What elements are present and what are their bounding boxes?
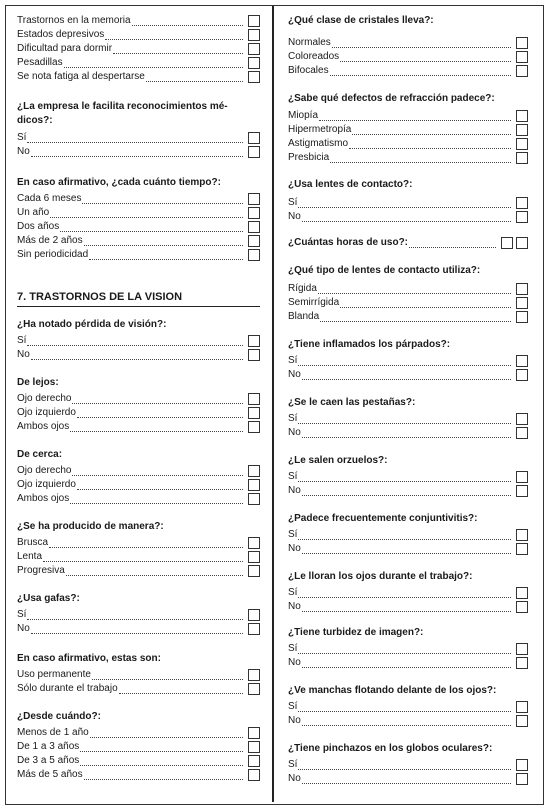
dotted-leader [49, 547, 243, 548]
option-label: De 3 a 5 años [17, 755, 80, 766]
option-label: Sí [288, 529, 298, 540]
option-label: Sin periodicidad [17, 249, 89, 260]
dotted-leader [70, 503, 243, 504]
option-label: Sí [288, 643, 298, 654]
question-heading: ¿Tiene turbidez de imagen?: [288, 627, 424, 638]
option-row-si[interactable] [288, 470, 528, 484]
question-heading: ¿Sabe qué defectos de refracción padece?: [288, 93, 495, 104]
dotted-leader [330, 75, 511, 76]
hours-of-use-row[interactable] [288, 236, 528, 250]
dotted-leader [302, 783, 511, 784]
dotted-leader [64, 67, 243, 68]
dotted-leader [31, 633, 243, 634]
option-label: Sí [288, 587, 298, 598]
option-row-bifocales[interactable] [288, 64, 528, 78]
option-row-dos-anos[interactable] [17, 220, 260, 234]
dotted-leader [77, 417, 243, 418]
option-row-ojo-derecho[interactable] [17, 392, 260, 406]
dotted-leader [340, 307, 511, 308]
option-row-coloreados[interactable] [288, 50, 528, 64]
dotted-leader [302, 379, 511, 380]
hours-digit-box[interactable] [516, 237, 528, 249]
checkbox[interactable] [248, 551, 260, 563]
option-row-no[interactable] [288, 426, 528, 440]
option-row-si[interactable] [288, 642, 528, 656]
option-label: Hipermetropía [288, 124, 352, 135]
question-heading: De cerca: [17, 449, 63, 460]
option-label: Sí [288, 355, 298, 366]
dotted-leader [409, 247, 496, 248]
option-label: Rígida [288, 283, 317, 294]
dotted-leader [89, 259, 243, 260]
option-row-si[interactable] [288, 412, 528, 426]
dotted-leader [119, 693, 243, 694]
question-heading: ¿Qué clase de cristales lleva?: [288, 15, 434, 26]
question-heading: ¿La empresa le facilita reconocimientos mé-dicos?: [17, 101, 228, 126]
option-label: Sí [288, 413, 298, 424]
checkbox[interactable] [248, 43, 260, 55]
checkbox[interactable] [248, 249, 260, 261]
option-row-no[interactable] [17, 348, 260, 362]
dotted-leader [298, 769, 511, 770]
dotted-leader [60, 231, 243, 232]
question-heading: De lejos: [17, 377, 59, 388]
option-row-trastornos-en-la-memoria[interactable] [17, 14, 260, 28]
option-row-ambos-ojos[interactable] [17, 492, 260, 506]
dotted-leader [72, 475, 243, 476]
option-row-si[interactable] [17, 131, 260, 145]
checkbox[interactable] [248, 565, 260, 577]
option-label: Normales [288, 37, 331, 48]
option-label: Sí [17, 132, 27, 143]
option-label: Presbicia [288, 152, 330, 163]
question-label: ¿Cuántas horas de uso?: [288, 237, 409, 248]
option-row-si[interactable] [288, 586, 528, 600]
option-row-menos-de-1-ano[interactable] [17, 726, 260, 740]
dotted-leader [352, 134, 511, 135]
question-heading: ¿Usa lentes de contacto?: [288, 179, 413, 190]
checkbox[interactable] [516, 427, 528, 439]
dotted-leader [298, 653, 511, 654]
checkbox[interactable] [248, 769, 260, 781]
checkbox[interactable] [516, 485, 528, 497]
dotted-leader [320, 321, 511, 322]
checkbox[interactable] [516, 311, 528, 323]
option-label: Dos años [17, 221, 60, 232]
option-row-no[interactable] [288, 772, 528, 786]
dotted-leader [298, 207, 511, 208]
dotted-leader [302, 611, 511, 612]
option-label: No [288, 773, 301, 784]
option-row-sin-periodicidad[interactable] [17, 248, 260, 262]
option-label: Blanda [288, 311, 320, 322]
checkbox[interactable] [248, 335, 260, 347]
dotted-leader [66, 575, 243, 576]
option-row-no[interactable] [17, 145, 260, 159]
section-heading: 7. TRASTORNOS DE LA VISION [17, 290, 260, 307]
dotted-leader [80, 765, 243, 766]
option-label: Cada 6 meses [17, 193, 82, 204]
dotted-leader [27, 619, 243, 620]
option-row-solo-durante-el-trabajo[interactable] [17, 682, 260, 696]
option-row-no[interactable] [288, 600, 528, 614]
checkbox[interactable] [248, 393, 260, 405]
option-row-blanda[interactable] [288, 310, 528, 324]
dotted-leader [298, 481, 511, 482]
checkbox[interactable] [248, 349, 260, 361]
checkbox[interactable] [516, 701, 528, 713]
option-label: Dificultad para dormir [17, 43, 113, 54]
hours-digit-box[interactable] [501, 237, 513, 249]
option-label: Sí [288, 471, 298, 482]
option-row-ambos-ojos[interactable] [17, 420, 260, 434]
checkbox[interactable] [248, 193, 260, 205]
dotted-leader [302, 553, 511, 554]
checkbox[interactable] [516, 529, 528, 541]
option-label: No [17, 349, 30, 360]
question-heading: ¿Desde cuándo?: [17, 711, 101, 722]
option-row-si[interactable] [288, 700, 528, 714]
option-label: No [17, 146, 30, 157]
option-row-cada-6-meses[interactable] [17, 192, 260, 206]
checkbox[interactable] [516, 124, 528, 136]
option-row-de-1-a-3-anos[interactable] [17, 740, 260, 754]
option-row-no[interactable] [288, 368, 528, 382]
checkbox[interactable] [248, 15, 260, 27]
option-label: Uso permanente [17, 669, 91, 680]
option-label: No [288, 601, 301, 612]
option-row-no[interactable] [288, 210, 528, 224]
option-label: Brusca [17, 537, 49, 548]
dotted-leader [132, 25, 243, 26]
checkbox[interactable] [248, 493, 260, 505]
checkbox[interactable] [248, 132, 260, 144]
option-label: Se nota fatiga al despertarse [17, 71, 145, 82]
option-label: De 1 a 3 años [17, 741, 80, 752]
column-divider [272, 6, 274, 802]
dotted-leader [298, 423, 511, 424]
option-label: Ojo derecho [17, 465, 72, 476]
dotted-leader [302, 725, 511, 726]
checkbox[interactable] [248, 207, 260, 219]
option-label: No [288, 657, 301, 668]
checkbox[interactable] [248, 479, 260, 491]
option-label: Ambos ojos [17, 493, 70, 504]
question-heading: ¿Ve manchas flotando delante de los ojos?: [288, 685, 497, 696]
option-label: No [17, 623, 30, 634]
dotted-leader [82, 203, 243, 204]
option-row-si[interactable] [17, 608, 260, 622]
checkbox[interactable] [516, 715, 528, 727]
checkbox[interactable] [248, 421, 260, 433]
dotted-leader [84, 245, 243, 246]
dotted-leader [80, 751, 243, 752]
checkbox[interactable] [516, 413, 528, 425]
dotted-leader [340, 61, 511, 62]
dotted-leader [332, 47, 511, 48]
dotted-leader [298, 539, 511, 540]
option-label: No [288, 715, 301, 726]
question-heading: ¿Se le caen las pestañas?: [288, 397, 416, 408]
option-label: Ojo derecho [17, 393, 72, 404]
option-label: No [288, 211, 301, 222]
checkbox[interactable] [248, 29, 260, 41]
option-row-si[interactable] [288, 354, 528, 368]
dotted-leader [146, 81, 243, 82]
dotted-leader [319, 120, 511, 121]
checkbox[interactable] [248, 609, 260, 621]
option-row-no[interactable] [288, 714, 528, 728]
option-row-si[interactable] [288, 528, 528, 542]
option-label: Progresiva [17, 565, 65, 576]
option-label: No [288, 427, 301, 438]
dotted-leader [302, 221, 511, 222]
question-heading: En caso afirmativo, estas son: [17, 653, 161, 664]
option-label: No [288, 369, 301, 380]
option-label: Un año [17, 207, 50, 218]
option-label: Coloreados [288, 51, 340, 62]
option-label: Bifocales [288, 65, 329, 76]
checkbox[interactable] [248, 146, 260, 158]
checkbox[interactable] [248, 221, 260, 233]
option-row-si[interactable] [288, 196, 528, 210]
dotted-leader [72, 403, 243, 404]
checkbox[interactable] [248, 57, 260, 69]
option-label: Menos de 1 año [17, 727, 89, 738]
checkbox[interactable] [248, 623, 260, 635]
option-row-no[interactable] [288, 656, 528, 670]
dotted-leader [90, 737, 243, 738]
option-label: Sí [288, 197, 298, 208]
checkbox[interactable] [516, 369, 528, 381]
option-row-ojo-izquierdo[interactable] [17, 478, 260, 492]
dotted-leader [349, 148, 511, 149]
dotted-leader [27, 142, 243, 143]
checkbox[interactable] [516, 643, 528, 655]
option-label: Astigmatismo [288, 138, 349, 149]
option-label: Más de 2 años [17, 235, 83, 246]
dotted-leader [318, 293, 511, 294]
option-row-no[interactable] [288, 484, 528, 498]
dotted-leader [330, 162, 511, 163]
option-row-lenta[interactable] [17, 550, 260, 564]
option-row-pesadillas[interactable] [17, 56, 260, 70]
checkbox[interactable] [516, 773, 528, 785]
checkbox[interactable] [516, 297, 528, 309]
option-row-presbicia[interactable] [288, 151, 528, 165]
option-row-mas-de-2-anos[interactable] [17, 234, 260, 248]
option-label: Ojo izquierdo [17, 407, 76, 418]
checkbox[interactable] [248, 71, 260, 83]
checkbox[interactable] [516, 65, 528, 77]
option-row-si[interactable] [17, 334, 260, 348]
question-heading: ¿Tiene pinchazos en los globos oculares?: [288, 743, 493, 754]
option-row-brusca[interactable] [17, 536, 260, 550]
option-row-estados-depresivos[interactable] [17, 28, 260, 42]
option-row-si[interactable] [288, 758, 528, 772]
option-row-semirrigida[interactable] [288, 296, 528, 310]
question-heading: ¿Tiene inflamados los párpados?: [288, 339, 451, 350]
checkbox[interactable] [516, 587, 528, 599]
checkbox[interactable] [248, 669, 260, 681]
dotted-leader [84, 779, 243, 780]
checkbox[interactable] [516, 283, 528, 295]
option-label: Sí [17, 609, 27, 620]
dotted-leader [43, 561, 243, 562]
question-heading: ¿Usa gafas?: [17, 593, 80, 604]
option-row-se-nota-fatiga-al-despertarse[interactable] [17, 70, 260, 84]
dotted-leader [27, 345, 243, 346]
checkbox[interactable] [516, 51, 528, 63]
option-row-rigida[interactable] [288, 282, 528, 296]
checkbox[interactable] [516, 657, 528, 669]
checkbox[interactable] [516, 471, 528, 483]
option-row-no[interactable] [288, 542, 528, 556]
checkbox[interactable] [516, 211, 528, 223]
option-label: Ambos ojos [17, 421, 70, 432]
option-label: Sí [288, 759, 298, 770]
option-row-ojo-derecho[interactable] [17, 464, 260, 478]
dotted-leader [77, 489, 243, 490]
question-heading: ¿Se ha producido de manera?: [17, 521, 164, 532]
option-label: Sólo durante el trabajo [17, 683, 118, 694]
option-row-mas-de-5-anos[interactable] [17, 768, 260, 782]
checkbox[interactable] [248, 683, 260, 695]
option-label: No [288, 543, 301, 554]
checkbox[interactable] [248, 755, 260, 767]
checkbox[interactable] [516, 138, 528, 150]
checkbox[interactable] [248, 741, 260, 753]
option-row-astigmatismo[interactable] [288, 137, 528, 151]
question-heading: ¿Padece frecuentemente conjuntivitis?: [288, 513, 478, 524]
checkbox[interactable] [248, 537, 260, 549]
option-row-no[interactable] [17, 622, 260, 636]
checkbox[interactable] [516, 355, 528, 367]
checkbox[interactable] [516, 110, 528, 122]
option-label: Estados depresivos [17, 29, 105, 40]
option-row-uso-permanente[interactable] [17, 668, 260, 682]
checkbox[interactable] [248, 235, 260, 247]
option-label: Miopía [288, 110, 319, 121]
option-row-ojo-izquierdo[interactable] [17, 406, 260, 420]
checkbox[interactable] [516, 543, 528, 555]
question-heading: ¿Le salen orzuelos?: [288, 455, 388, 466]
question-heading: ¿Ha notado pérdida de visión?: [17, 319, 167, 330]
dotted-leader [298, 711, 511, 712]
option-label: Pesadillas [17, 57, 63, 68]
option-row-progresiva[interactable] [17, 564, 260, 578]
dotted-leader [31, 156, 243, 157]
option-row-normales[interactable] [288, 36, 528, 50]
option-row-dificultad-para-dormir[interactable] [17, 42, 260, 56]
question-heading: En caso afirmativo, ¿cada cuánto tiempo?: [17, 177, 221, 188]
option-row-miopia[interactable] [288, 109, 528, 123]
dotted-leader [105, 39, 243, 40]
question-heading: ¿Qué tipo de lentes de contacto utiliza?: [288, 265, 481, 276]
dotted-leader [113, 53, 243, 54]
checkbox[interactable] [248, 727, 260, 739]
option-label: No [288, 485, 301, 496]
option-label: Ojo izquierdo [17, 479, 76, 490]
dotted-leader [302, 437, 511, 438]
dotted-leader [298, 597, 511, 598]
option-label: Lenta [17, 551, 43, 562]
checkbox[interactable] [516, 37, 528, 49]
option-label: Trastornos en la memoria [17, 15, 131, 26]
dotted-leader [302, 495, 511, 496]
option-label: Más de 5 años [17, 769, 83, 780]
option-row-de-3-a-5-anos[interactable] [17, 754, 260, 768]
checkbox[interactable] [516, 152, 528, 164]
option-row-un-ano[interactable] [17, 206, 260, 220]
option-label: Sí [17, 335, 27, 346]
dotted-leader [50, 217, 243, 218]
checkbox[interactable] [516, 601, 528, 613]
option-row-hipermetropia[interactable] [288, 123, 528, 137]
dotted-leader [92, 679, 243, 680]
checkbox[interactable] [248, 407, 260, 419]
dotted-leader [70, 431, 243, 432]
option-label: Sí [288, 701, 298, 712]
checkbox[interactable] [516, 197, 528, 209]
checkbox[interactable] [248, 465, 260, 477]
question-heading: ¿Le lloran los ojos durante el trabajo?: [288, 571, 473, 582]
dotted-leader [302, 667, 511, 668]
dotted-leader [298, 365, 511, 366]
checkbox[interactable] [516, 759, 528, 771]
dotted-leader [31, 359, 243, 360]
option-label: Semirrígida [288, 297, 340, 308]
